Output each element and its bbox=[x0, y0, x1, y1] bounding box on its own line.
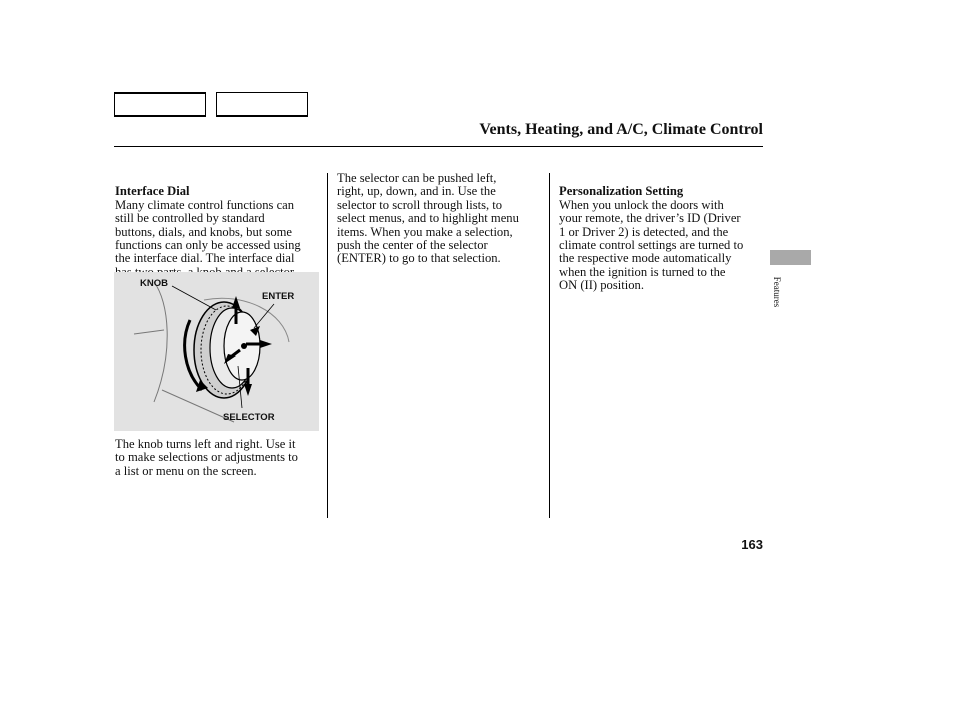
nav-box-left[interactable] bbox=[114, 92, 206, 117]
selector-description: The selector can be pushed left, right, up, down, and in. Use the selector to scroll through lists, to select menus, and to highlight menu items. When you make a selection, push the center of the selector (ENTER) to go to that selection. bbox=[337, 171, 519, 266]
right-column bbox=[559, 172, 767, 293]
left-column bbox=[115, 172, 323, 279]
column-divider-2 bbox=[549, 173, 550, 518]
page-title: Vents, Heating, and A/C, Climate Control bbox=[479, 121, 763, 138]
nav-box-right[interactable] bbox=[216, 92, 308, 117]
knob-description: The knob turns left and right. Use it to make selections or adjustments to a list or menu on the screen. bbox=[115, 437, 298, 478]
interface-dial-intro: Many climate control functions can still be controlled by standard buttons, dials, and knobs, but some functions can only be accessed using the interface dial. The interface dial bbox=[115, 197, 301, 266]
page-number: 163 bbox=[741, 537, 763, 552]
personalization-body: When you unlock the doors with your remote, the driver’s ID (Driver 1 or Driver 2) is detected, and the climate control settings are turned to the respective mode automatically when the ignition is turned to the ON (II) position. bbox=[559, 197, 744, 293]
interface-dial-figure bbox=[114, 272, 319, 431]
knob-label: KNOB bbox=[140, 278, 168, 289]
section-tab[interactable] bbox=[770, 250, 811, 265]
selector-label: SELECTOR bbox=[223, 412, 275, 423]
section-tab-label: Features bbox=[772, 276, 782, 308]
personalization-heading: Personalization Setting bbox=[559, 184, 684, 199]
enter-label: ENTER bbox=[262, 291, 295, 302]
interface-dial-heading: Interface Dial bbox=[115, 184, 190, 199]
title-rule bbox=[114, 146, 763, 147]
column-divider-1 bbox=[327, 173, 328, 518]
